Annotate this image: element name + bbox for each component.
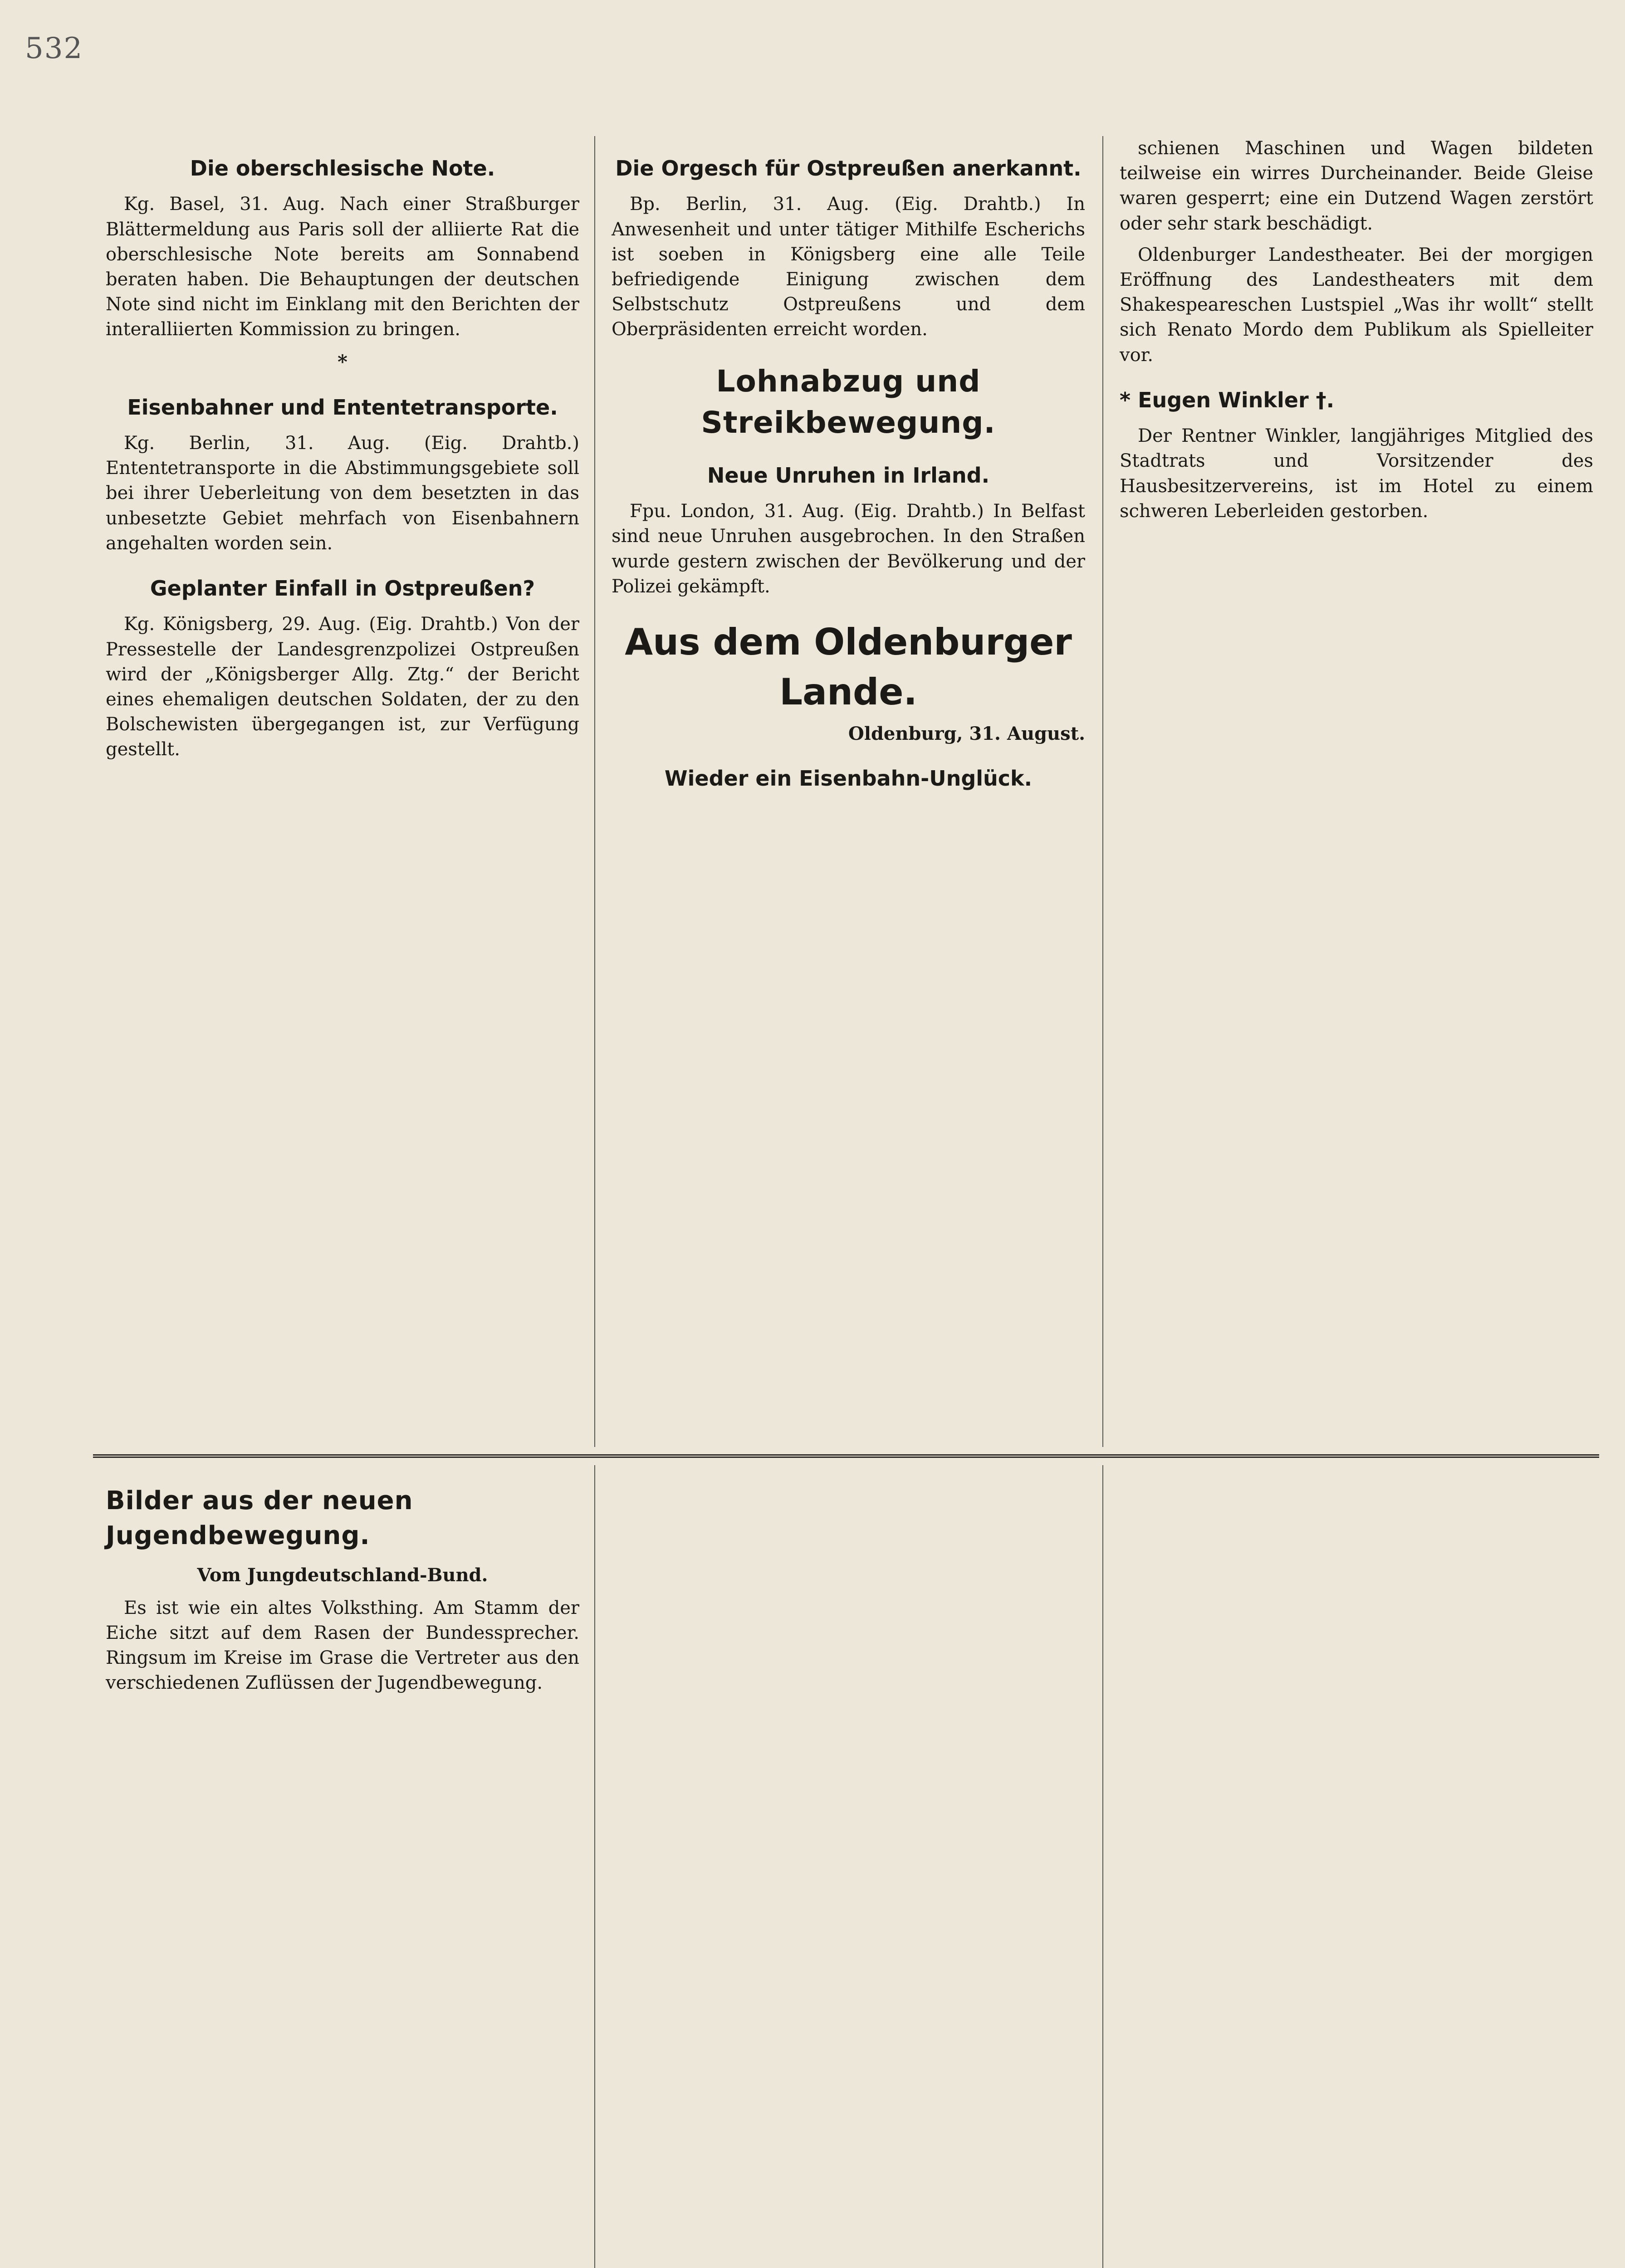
article-body: Bp. Berlin, 31. Aug. (Eig. Drahtb.) In Anwesenheit und unter tätiger Mithilfe Escherichs ist soeben in Königsberg eine alle Teile befriedigende Einigung zwischen dem Selbstschutz Ostpreußens und dem Oberpräsidenten erreicht worden.	[612, 194, 1085, 340]
headline-lohnabzug: Lohnabzug und Streikbewegung.	[701, 363, 996, 440]
section-divider	[93, 1454, 1599, 1458]
column-divider	[594, 136, 595, 1447]
headline-eisenbahn-unglueck: Wieder ein Eisenbahn-Unglück.	[664, 766, 1033, 791]
headline-orgesch: Die Orgesch für Ostpreußen anerkannt.	[615, 156, 1082, 181]
page-number: 532	[25, 32, 83, 65]
column-divider	[1102, 136, 1103, 1447]
headline-irland: Neue Unruhen in Irland.	[707, 463, 990, 488]
article-body: Es ist wie ein altes Volksthing. Am Stamm der Eiche sitzt auf dem Rasen der Bundessprecher. Ringsum im Kreise im Grase die Vertreter aus den verschiedenen Zuflüssen der Jugendbewegung.	[106, 1597, 579, 1694]
headline-winkler: * Eugen Winkler †.	[1120, 387, 1335, 412]
section-banner-oldenburg: Aus dem Oldenburger Lande.	[625, 621, 1072, 714]
headline-einfall-ostpreussen: Geplanter Einfall in Ostpreußen?	[150, 576, 535, 601]
subheadline: Vom Jungdeutschland-Bund.	[197, 1564, 488, 1586]
column-divider	[594, 1465, 595, 2268]
column-2	[599, 136, 1098, 802]
article-body: Oldenburger Landestheater. Bei der morgigen Eröffnung des Landestheaters mit dem Shakespeareschen Lustspiel „Was ihr wollt“ stellt sich Renato Mordo dem Publikum als Spielleiter vor.	[1120, 244, 1593, 366]
article-body: Kg. Königsberg, 29. Aug. (Eig. Drahtb.) Von der Pressestelle der Landesgrenzpolizei Ostpreußen wird der „Königsberger Allg. Ztg.“ der Bericht eines ehemaligen deutschen Soldaten, der zu den Bolschewisten übergegangen ist, zur Verfügung gestellt.	[106, 614, 579, 760]
column-divider	[1102, 1465, 1103, 2268]
headline-eisenbahner: Eisenbahner und Ententetransporte.	[127, 395, 558, 420]
article-body: Der Rentner Winkler, langjähriges Mitglied des Stadtrats und Vorsitzender des Hausbesitzervereins, ist im Hotel zu einem schweren Leberleiden gestorben.	[1120, 425, 1593, 522]
article-body: Kg. Basel, 31. Aug. Nach einer Straßburger Blättermeldung aus Paris soll der alliierte Rat die oberschlesische Note bereits am Sonnabend beraten haben. Die Behauptungen der deutschen Note sind nicht im Einklang mit den Berichten der interalliierten Kommission zu bringen.	[106, 194, 579, 340]
article-body: Fpu. London, 31. Aug. (Eig. Drahtb.) In Belfast sind neue Unruhen ausgebrochen. In den Straßen wurde gestern zwischen der Bevölkerung und der Polizei gekämpft.	[612, 501, 1085, 597]
column-3	[1107, 136, 1606, 530]
column-1	[93, 136, 592, 769]
article-body: schienen Maschinen und Wagen bildeten teilweise ein wirres Durcheinander. Beide Gleise waren gesperrt; eine ein Dutzend Wagen zerstört oder sehr stark beschädigt.	[1120, 138, 1593, 234]
lower-column-1	[93, 1465, 592, 1702]
article-body: Kg. Berlin, 31. Aug. (Eig. Drahtb.) Ententetransporte in die Abstimmungsgebiete soll bei ihrer Ueberleitung von dem besetzten in das unbesetzte Gebiet mehrfach von Eisenbahnern angehalten worden sein.	[106, 433, 579, 554]
headline-oberschlesische-note: Die oberschlesische Note.	[190, 156, 495, 181]
separator-star: *	[338, 350, 348, 373]
dateline: Oldenburg, 31. August.	[848, 723, 1085, 744]
headline-jugendbewegung: Bilder aus der neuen Jugendbewegung.	[106, 1486, 413, 1551]
